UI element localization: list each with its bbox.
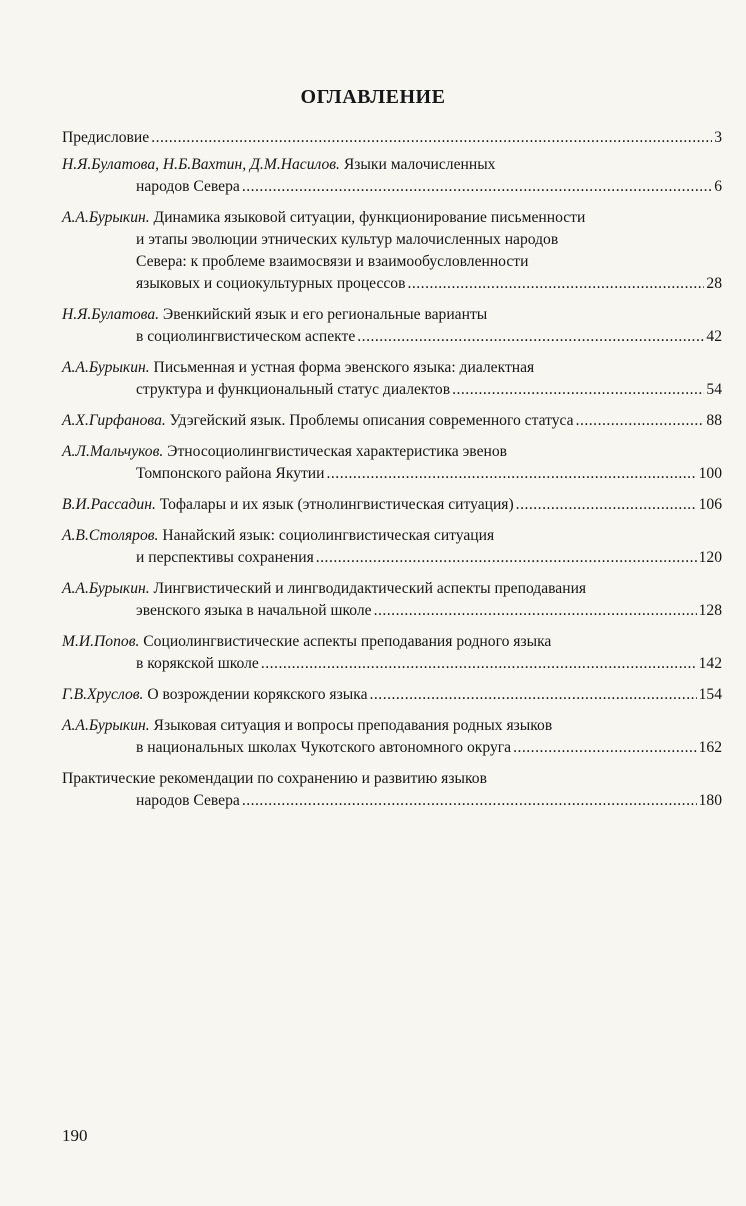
toc-entry-last-line [62, 273, 722, 295]
toc-entry-line [62, 578, 722, 600]
toc-entry-line [62, 441, 722, 463]
toc-entry-line [62, 525, 722, 547]
toc-entry-title: народов Севера [136, 792, 240, 809]
toc-entry-title: языковых и социокультурных процессов [136, 275, 406, 292]
toc-entry-title: О возрождении корякского языка [143, 686, 368, 703]
toc-entry-text [62, 410, 574, 432]
toc-page-number: 54 [706, 381, 722, 398]
toc-entry-title: Томпонского района Якутии [136, 465, 325, 482]
toc-entry-title: Эвенкийский язык и его региональные варианты [159, 306, 488, 323]
toc-author: А.В.Столяров. [62, 527, 159, 544]
toc-entry-title: Письменная и устная форма эвенского языка: диалектная [149, 359, 535, 376]
toc-entry-text [62, 127, 149, 149]
dot-leader [316, 547, 697, 569]
dot-leader [407, 273, 704, 295]
toc-entry-line [62, 251, 722, 273]
toc-entry-last-line [62, 127, 722, 149]
page-number: 190 [62, 1126, 88, 1145]
toc-entry[interactable] [62, 494, 722, 516]
dot-leader [151, 127, 712, 149]
toc-entry[interactable] [62, 154, 722, 198]
toc-entry-title: Языковая ситуация и вопросы преподавания родных языков [149, 717, 553, 734]
toc-entry-text [136, 547, 314, 569]
dot-leader [370, 684, 697, 706]
toc-author: Г.В.Хруслов. [62, 686, 144, 703]
toc-entry-line [62, 207, 722, 229]
toc-entry-title: Тофалары и их язык (этнолингвистическая ситуация) [155, 496, 514, 513]
dot-leader [516, 494, 697, 516]
toc-author: А.А.Бурыкин. [62, 209, 150, 226]
toc-entry-title: в социолингвистическом аспекте [136, 328, 356, 345]
toc-entry-title: Нанайский язык: социолингвистическая ситуация [158, 527, 495, 544]
toc-page-number: 106 [698, 496, 722, 513]
toc-entry-text [136, 326, 355, 348]
toc-entry-title: в национальных школах Чукотского автономного округа [136, 739, 512, 756]
toc-entry-title: Удэгейский язык. Проблемы описания современного статуса [165, 412, 574, 429]
dot-leader [452, 379, 704, 401]
toc-entry-line [62, 229, 722, 251]
dot-leader [242, 790, 697, 812]
toc-entry-title: Социолингвистические аспекты преподавания родного языка [139, 633, 552, 650]
toc-entry-line [62, 304, 722, 326]
toc-entry-title: Этносоциолингвистическая характеристика эвенов [163, 443, 507, 460]
toc-entry-title: народов Севера [136, 178, 240, 195]
toc-page-number: 3 [714, 129, 722, 146]
toc-entry-text [62, 306, 487, 323]
toc-entry-last-line [62, 463, 722, 485]
toc-entry-title: Языки малочисленных [339, 156, 496, 173]
toc-entry-line [62, 768, 722, 790]
toc-entry[interactable] [62, 631, 722, 675]
toc-entry[interactable] [62, 207, 722, 295]
toc-entry[interactable] [62, 578, 722, 622]
toc-entry-title: структура и функциональный статус диалектов [136, 381, 451, 398]
toc-entry-title: эвенского языка в начальной школе [136, 602, 372, 619]
toc-entry-text [62, 717, 552, 734]
toc-entry-last-line [62, 790, 722, 812]
toc-author: М.И.Попов. [62, 633, 140, 650]
toc-entry-line [62, 715, 722, 737]
toc-entry-text [62, 527, 494, 544]
page-title: ОГЛАВЛЕНИЕ [300, 86, 446, 108]
toc-entry[interactable] [62, 357, 722, 401]
toc-entry-title: Предисловие [62, 129, 150, 146]
toc-author: А.Х.Гирфанова. [62, 412, 166, 429]
toc-entry-text [62, 443, 507, 460]
toc-entry[interactable] [62, 715, 722, 759]
toc-entry-text [136, 379, 450, 401]
toc-entry-text [136, 653, 259, 675]
toc-entry-last-line [62, 653, 722, 675]
toc-author: Н.Я.Булатова. [62, 306, 160, 323]
toc-entry-text [136, 273, 405, 295]
dot-leader [261, 653, 697, 675]
toc-entry-text [62, 494, 514, 516]
toc-entry-title: Севера: к проблеме взаимосвязи и взаимообусловленности [136, 253, 529, 270]
toc-page-number: 128 [698, 602, 722, 619]
toc-entry-last-line [62, 494, 722, 516]
toc-entry-text [62, 359, 534, 376]
toc-entry[interactable] [62, 304, 722, 348]
toc-entry-last-line [62, 379, 722, 401]
toc-entry-text [62, 633, 551, 650]
toc-entry-title: Лингвистический и лингводидактический аспекты преподавания [149, 580, 587, 597]
toc-entry-last-line [62, 737, 722, 759]
toc-author: А.А.Бурыкин. [62, 359, 150, 376]
toc-entry-line [62, 631, 722, 653]
toc-entry-text [136, 231, 558, 248]
toc-page-number: 28 [706, 275, 722, 292]
dot-leader [576, 410, 705, 432]
toc-page-number: 180 [698, 792, 722, 809]
toc-entry-text [136, 176, 240, 198]
toc-page-number: 100 [698, 465, 722, 482]
toc-entry[interactable] [62, 127, 722, 149]
toc-entry-text [62, 156, 495, 173]
toc-entry-line [62, 154, 722, 176]
toc-page-number: 162 [698, 739, 722, 756]
toc-entry-last-line [62, 410, 722, 432]
toc-entry-last-line [62, 684, 722, 706]
toc-entry-text [136, 253, 528, 270]
toc-page-number: 154 [698, 686, 722, 703]
toc-entry-title: и этапы эволюции этнических культур малочисленных народов [136, 231, 559, 248]
toc-entry[interactable] [62, 441, 722, 485]
toc-author: В.И.Рассадин. [62, 496, 156, 513]
dot-leader [327, 463, 697, 485]
dot-leader [242, 176, 712, 198]
toc-entry-text [136, 737, 511, 759]
toc-entry-last-line [62, 326, 722, 348]
toc-entry-line [62, 357, 722, 379]
toc-entry-text [62, 770, 487, 787]
toc-entry[interactable] [62, 525, 722, 569]
toc-entry-title: Динамика языковой ситуации, функционирование письменности [149, 209, 586, 226]
toc-entry-text [136, 600, 372, 622]
table-of-contents [62, 127, 722, 821]
toc-page-number: 42 [706, 328, 722, 345]
toc-author: А.Л.Мальчуков. [62, 443, 164, 460]
dot-leader [357, 326, 704, 348]
toc-entry-text [136, 790, 240, 812]
toc-entry-last-line [62, 176, 722, 198]
toc-entry-title: в корякской школе [136, 655, 259, 672]
toc-entry-text [136, 463, 325, 485]
toc-entry-text [62, 209, 585, 226]
toc-entry[interactable] [62, 684, 722, 706]
toc-page-number: 6 [714, 178, 722, 195]
toc-author: А.А.Бурыкин. [62, 717, 150, 734]
toc-author: А.А.Бурыкин. [62, 580, 150, 597]
dot-leader [513, 737, 697, 759]
toc-entry-last-line [62, 547, 722, 569]
toc-author: Н.Я.Булатова, Н.Б.Вахтин, Д.М.Насилов. [62, 156, 340, 173]
toc-entry-title: и перспективы сохранения [136, 549, 314, 566]
dot-leader [374, 600, 697, 622]
toc-entry[interactable] [62, 410, 722, 432]
toc-entry-last-line [62, 600, 722, 622]
toc-entry-text [62, 580, 586, 597]
toc-page-number: 120 [698, 549, 722, 566]
toc-entry-text [62, 684, 368, 706]
toc-entry-title: Практические рекомендации по сохранению и развитию языков [62, 770, 487, 787]
toc-entry[interactable] [62, 768, 722, 812]
toc-page-number: 88 [706, 412, 722, 429]
toc-page-number: 142 [698, 655, 722, 672]
